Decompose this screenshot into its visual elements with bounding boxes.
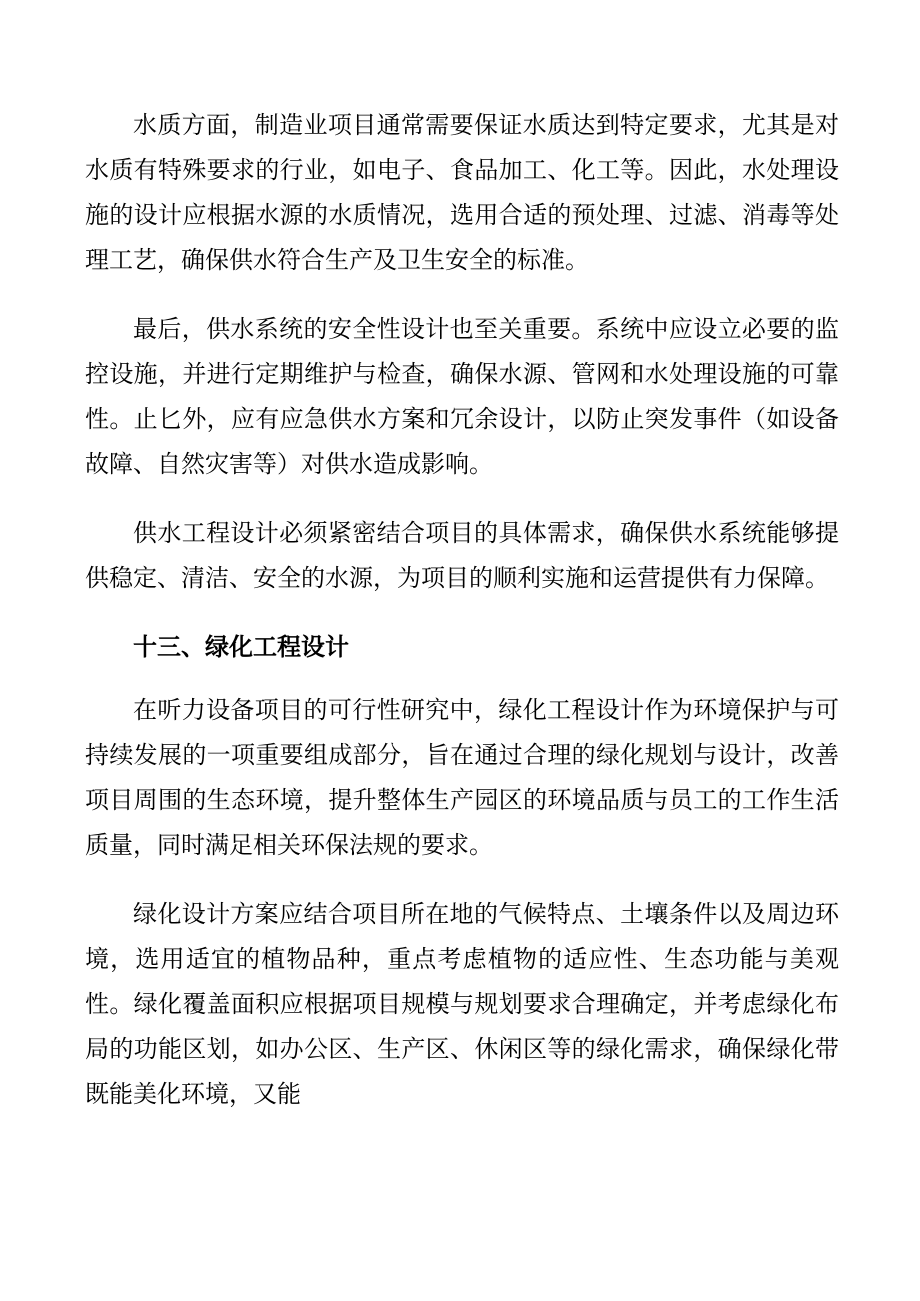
paragraph-greening-intro: 在听力设备项目的可行性研究中，绿化工程设计作为环境保护与可持续发展的一项重要组成部分，旨在通过合理的绿化规划与设计，改善项目周围的生态环境，提升整体生产园区的环境品质与员工的工作生活质量，同时满足相关环保法规的要求。 [85, 696, 839, 859]
document-body [85, 103, 839, 1141]
paragraph-greening-plan: 绿化设计方案应结合项目所在地的气候特点、土壤条件以及周边环境，选用适宜的植物品种，重点考虑植物的适应性、生态功能与美观性。绿化覆盖面积应根据项目规模与规划要求合理确定，并考虑绿化布局的功能区划，如办公区、生产区、休闲区等的绿化需求，确保绿化带既能美化环境，又能 [85, 900, 839, 1108]
section-heading-greening: 十三、绿化工程设计 [133, 633, 349, 661]
paragraph-supply-summary: 供水工程设计必须紧密结合项目的具体需求，确保供水系统能够提供稳定、清洁、安全的水源，为项目的顺利实施和运营提供有力保障。 [85, 519, 839, 592]
paragraph-water-quality: 水质方面，制造业项目通常需要保证水质达到特定要求，尤其是对水质有特殊要求的行业，如电子、食品加工、化工等。因此，水处理设施的设计应根据水源的水质情况，选用合适的预处理、过滤、消毒等处理工艺，确保供水符合生产及卫生安全的标准。 [85, 111, 839, 274]
paragraph-supply-safety: 最后，供水系统的安全性设计也至关重要。系统中应设立必要的监控设施，并进行定期维护与检查，确保水源、管网和水处理设施的可靠性。止匕外，应有应急供水方案和冗余设计，以防止突发事件（如设备故障、自然灾害等）对供水造成影响。 [85, 315, 839, 478]
